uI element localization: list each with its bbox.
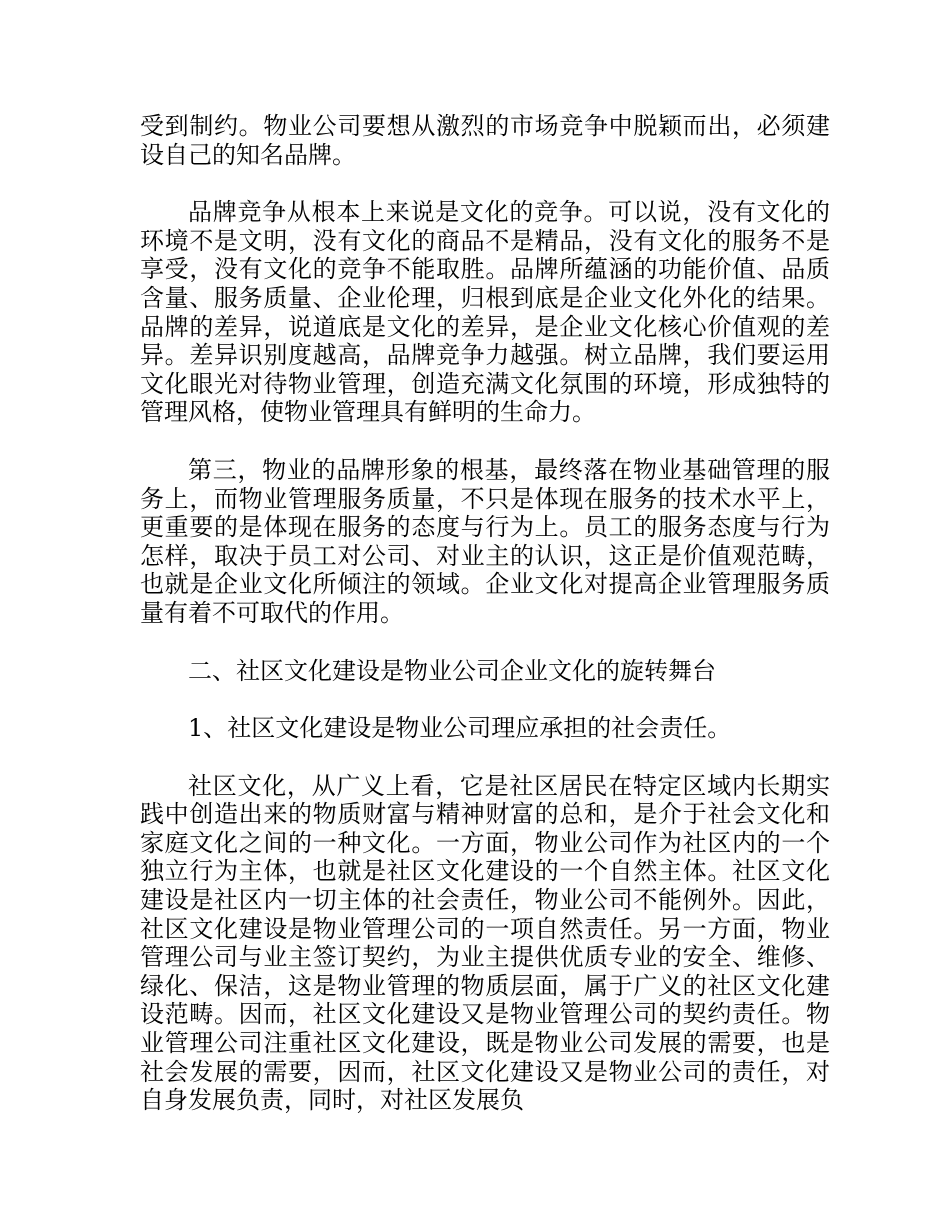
paragraph-brand-culture: 品牌竞争从根本上来说是文化的竞争。可以说，没有文化的环境不是文明，没有文化的商品不是精品，没有文化的服务不是享受，没有文化的竞争不能取胜。品牌所蕴涵的功能价值、品质含量、服务质量、企业伦理，归根到底是企业文化外化的结果。品牌的差异，说道底是文化的差异，是企业文化核心价值观的差异。差异识别度越高，品牌竞争力越强。树立品牌，我们要运用文化眼光对待物业管理，创造充满文化氛围的环境，形成独特的管理风格，使物业管理具有鲜明的生命力。: [140, 198, 830, 427]
section-heading: 二、社区文化建设是物业公司企业文化的旋转舞台: [188, 656, 716, 685]
paragraph-third-point: 第三，物业的品牌形象的根基，最终落在物业基础管理的服务上，而物业管理服务质量，不只是体现在服务的技术水平上，更重要的是体现在服务的态度与行为上。员工的服务态度与行为怎样，取决于员工对公司、对业主的认识，这正是价值观范畴，也就是企业文化所倾注的领域。企业文化对提高企业管理服务质量有着不可取代的作用。: [140, 455, 830, 627]
paragraph-continuation: 受到制约。物业公司要想从激烈的市场竞争中脱颖而出，必须建设自己的知名品牌。: [140, 112, 830, 169]
subsection-heading: 1、社区文化建设是物业公司理应承担的社会责任。: [188, 714, 732, 743]
document-body: [140, 112, 830, 1144]
paragraph-community-culture: 社区文化，从广义上看，它是社区居民在特定区域内长期实践中创造出来的物质财富与精神财富的总和，是介于社会文化和家庭文化之间的一种文化。一方面，物业公司作为社区内的一个独立行为主体，也就是社区文化建设的一个自然主体。社区文化建设是社区内一切主体的社会责任，物业公司不能例外。因此，社区文化建设是物业管理公司的一项自然责任。另一方面，物业管理公司与业主签订契约，为业主提供优质专业的安全、维修、绿化、保洁，这是物业管理的物质层面，属于广义的社区文化建设范畴。因而，社区文化建设又是物业管理公司的契约责任。物业管理公司注重社区文化建设，既是物业公司发展的需要，也是社会发展的需要，因而，社区文化建设又是物业公司的责任，对自身发展负责，同时，对社区发展负: [140, 771, 830, 1115]
